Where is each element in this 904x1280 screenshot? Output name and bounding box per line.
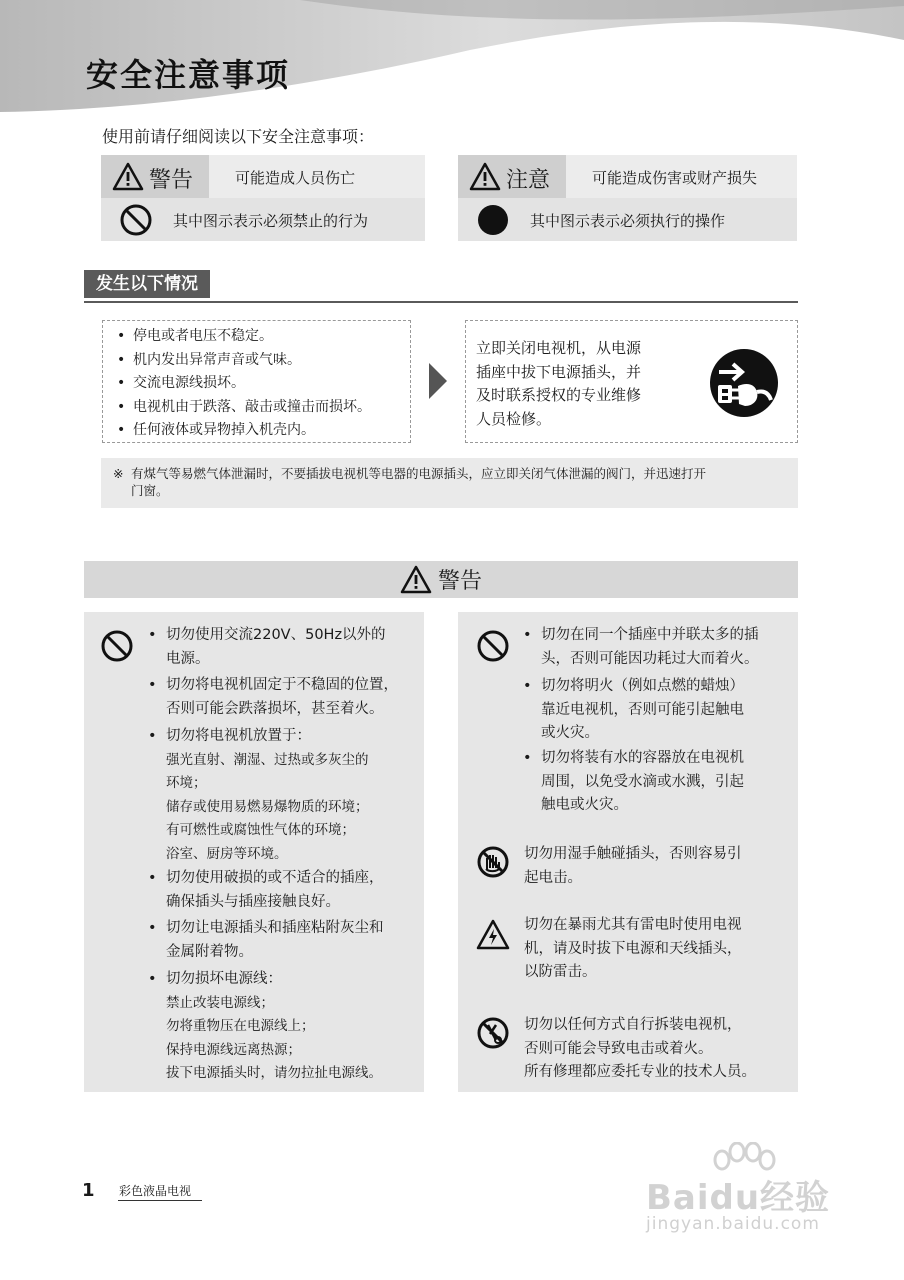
list-item: • 机内发出异常声音或气味。 (113, 349, 371, 373)
prohibition-icon (476, 629, 510, 663)
action-text: 立即关闭电视机，从电源 插座中拔下电源插头，并 及时联系授权的专业维修 人员检修。 (476, 339, 642, 428)
lightning-icon (476, 919, 510, 950)
warning-item: • 切勿让电源插头和插座粘附灰尘和 金属附着物。 (148, 920, 384, 960)
watermark-url: jingyan.baidu.com (646, 1214, 820, 1234)
warning-item: • 切勿使用破损的或不适合的插座， 确保插头与插座接触良好。 (148, 870, 384, 910)
legend-caution (458, 155, 797, 241)
list-item: • 任何液体或异物掉入机壳内。 (113, 419, 371, 443)
conditions-box (102, 320, 411, 443)
warning-item: • 切勿将明火（例如点燃的蜡烛） 靠近电视机，否则可能引起触电 或火灾。 (523, 678, 744, 741)
warning-item: • 切勿将电视机固定于不稳固的位置， 否则可能会跌落损坏，甚至着火。 (148, 677, 398, 717)
legend-caution-sub-desc: 其中图示表示必须执行的操作 (530, 212, 726, 230)
warning-triangle-icon (400, 565, 432, 594)
legend-caution-label: 注意 (506, 168, 551, 193)
section-divider (84, 301, 798, 303)
legend-warning (101, 155, 425, 241)
warning-panel-right (458, 612, 798, 1092)
page-number: 1 (82, 1180, 95, 1201)
legend-warning-sub-desc: 其中图示表示必须禁止的行为 (173, 212, 369, 230)
warning-item: 切勿在暴雨尤其有雷电时使用电视 机，请及时拔下电源和天线插头， 以防雷击。 (524, 917, 742, 980)
warning-panel-left (84, 612, 424, 1092)
list-item: • 停电或者电压不稳定。 (113, 325, 371, 349)
warning-item: • 切勿损坏电源线： 禁止改装电源线； 勿将重物压在电源线上； 保持电源线远离热源； 拔下电源插头时，请勿拉扯电源线。 (148, 971, 382, 1081)
legend-warning-label: 警告 (149, 168, 194, 193)
legend-warning-desc: 可能造成人员伤亡 (235, 169, 356, 187)
footer-divider (118, 1200, 202, 1201)
warning-triangle-icon (469, 162, 501, 191)
footer-label: 彩色液晶电视 (119, 1184, 192, 1198)
warning-item: 切勿用湿手触碰插头，否则容易引 起电击。 (524, 846, 742, 886)
arrow-right-icon (428, 362, 448, 400)
watermark-logo: Baidu经验 (646, 1178, 831, 1218)
page-title: 安全注意事项 (86, 56, 291, 94)
warning-triangle-icon (112, 162, 144, 191)
warning-item: • 切勿在同一个插座中并联太多的插 头，否则可能因功耗过大而着火。 (523, 627, 759, 667)
list-item: • 交流电源线损坏。 (113, 372, 371, 396)
list-item: • 电视机由于跌落、敲击或撞击而损坏。 (113, 396, 371, 420)
warning-item: • 切勿将装有水的容器放在电视机 周围，以免受水滴或水溅，引起 触电或火灾。 (523, 750, 744, 813)
warning-title: 警告 (437, 569, 482, 594)
warning-item: • 切勿使用交流220V、50Hz以外的 电源。 (148, 627, 386, 667)
warning-item: • 切勿将电视机放置于： 强光直射、潮湿、过热或多灰尘的 环境； 储存或使用易燃易爆物质的环境； 有可燃性或腐蚀性气体的环境； 浴室、厨房等环境。 (148, 728, 369, 862)
mandatory-action-icon (476, 203, 510, 237)
unplug-icon (709, 348, 779, 418)
no-disassembly-icon (476, 1016, 510, 1050)
no-wet-hands-icon (476, 845, 510, 879)
warning-item: 切勿以任何方式自行拆装电视机， 否则可能会导致电击或着火。 所有修理都应委托专业的技术人员。 (524, 1017, 756, 1080)
conditions-list (113, 325, 371, 443)
legend-caution-desc: 可能造成伤害或财产损失 (592, 169, 758, 187)
intro-text: 使用前请仔细阅读以下安全注意事项： (102, 127, 375, 146)
warning-header-bar (84, 561, 798, 598)
gas-leak-note: ※ 有煤气等易燃气体泄漏时，不要插拔电视机等电器的电源插头，应立即关闭气体泄漏的阀门，并迅速打开 门窗。 (101, 458, 798, 508)
action-box (465, 320, 798, 443)
prohibition-icon (100, 629, 134, 663)
section-heading: 发生以下情况 (84, 270, 210, 298)
prohibition-icon (119, 203, 153, 237)
